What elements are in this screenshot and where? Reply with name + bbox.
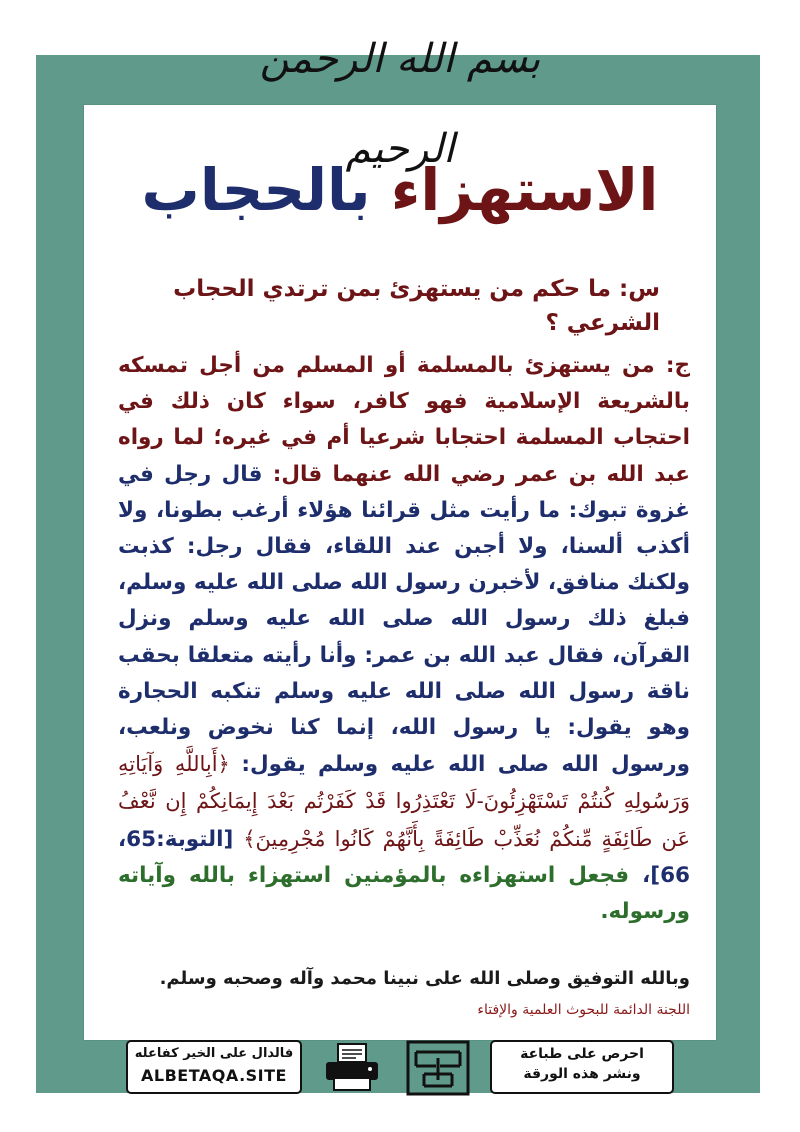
- print-reminder-box: [490, 1040, 674, 1094]
- verse-reference: [التوبة:65، 66]،: [118, 826, 690, 888]
- answer-conclusion: فجعل استهزاءه بالمؤمنين استهزاء بالله وآياته ورسوله.: [118, 862, 690, 925]
- website-slogan: فالدال على الخير كفاعله: [134, 1046, 294, 1061]
- answer-part-2: سواء كان ذلك في احتجاب المسلمة احتجابا شرعيا أم في غيره؛ لما رواه عبد الله بن عمر رضي الله عنهما قال:: [118, 389, 690, 487]
- title-part-2: بالحجاب: [141, 156, 371, 224]
- website-box: [126, 1040, 302, 1094]
- answer-hadith: قال رجل في غزوة تبوك: ما رأيت مثل قرائنا هؤلاء أرغب بطونا، ولا أكذب ألسنا، ولا أجبن عند اللقاء، فقال رجل: كذبت ولكنك منافق، لأخبرن رسول الله صلى الله عليه وسلم، فبلغ ذلك رسول الله صلى الله عليه وسلم ونزل القرآن، فقال عبد الله بن عمر: وأنا رأيته متعلقا بحقب ناقة رسول الله صلى الله عليه وسلم تنكبه الحجارة وهو يقول: يا رسول الله، إنما كنا نخوض ونلعب، ورسول الله صلى الله عليه وسلم يقول:: [118, 461, 690, 778]
- answer-intro: ج: من يستهزئ بالمسلمة أو المسلم من أجل تمسكه بالشريعة الإسلامية فهو كافر،: [118, 353, 690, 415]
- footer-bar: [126, 1040, 674, 1098]
- page-title: [84, 150, 716, 230]
- closing-prayer: وبالله التوفيق وصلى الله على نبينا محمد وآله وصحبه وسلم.: [159, 968, 690, 989]
- title-part-1: الاستهزاء: [390, 156, 659, 224]
- source-attribution: اللجنة الدائمة للبحوث العلمية والإفتاء: [477, 1002, 690, 1018]
- website-link[interactable]: ALBETAQA.SITE: [141, 1066, 287, 1085]
- question-text: س: ما حكم من يستهزئ بمن ترتدي الحجاب الشرعي ؟: [173, 276, 660, 336]
- quran-verse: ﴿أَبِاللَّهِ وَآيَاتِهِ وَرَسُولِهِ كُنتُمْ تَسْتَهْزِئُونَ-لَا تَعْتَذِرُوا قَدْ كَفَرْتُم بَعْدَ إِيمَانِكُمْ إِن نَّعْفُ عَن طَائِفَةٍ مِّنكُمْ نُعَذِّبْ طَائِفَةً بِأَنَّهُمْ كَانُوا مُجْرِمِينَ﴾: [118, 752, 690, 851]
- print-reminder-line-2: ونشر هذه الورقة: [523, 1066, 641, 1082]
- printer-icon: [322, 1042, 382, 1092]
- basmala-calligraphy: بسم الله الرحمن الرحيم: [259, 36, 541, 172]
- dawah-logo-icon: [406, 1040, 470, 1096]
- answer-body: [118, 348, 690, 930]
- print-reminder-line-1: احرص على طباعة: [520, 1046, 644, 1062]
